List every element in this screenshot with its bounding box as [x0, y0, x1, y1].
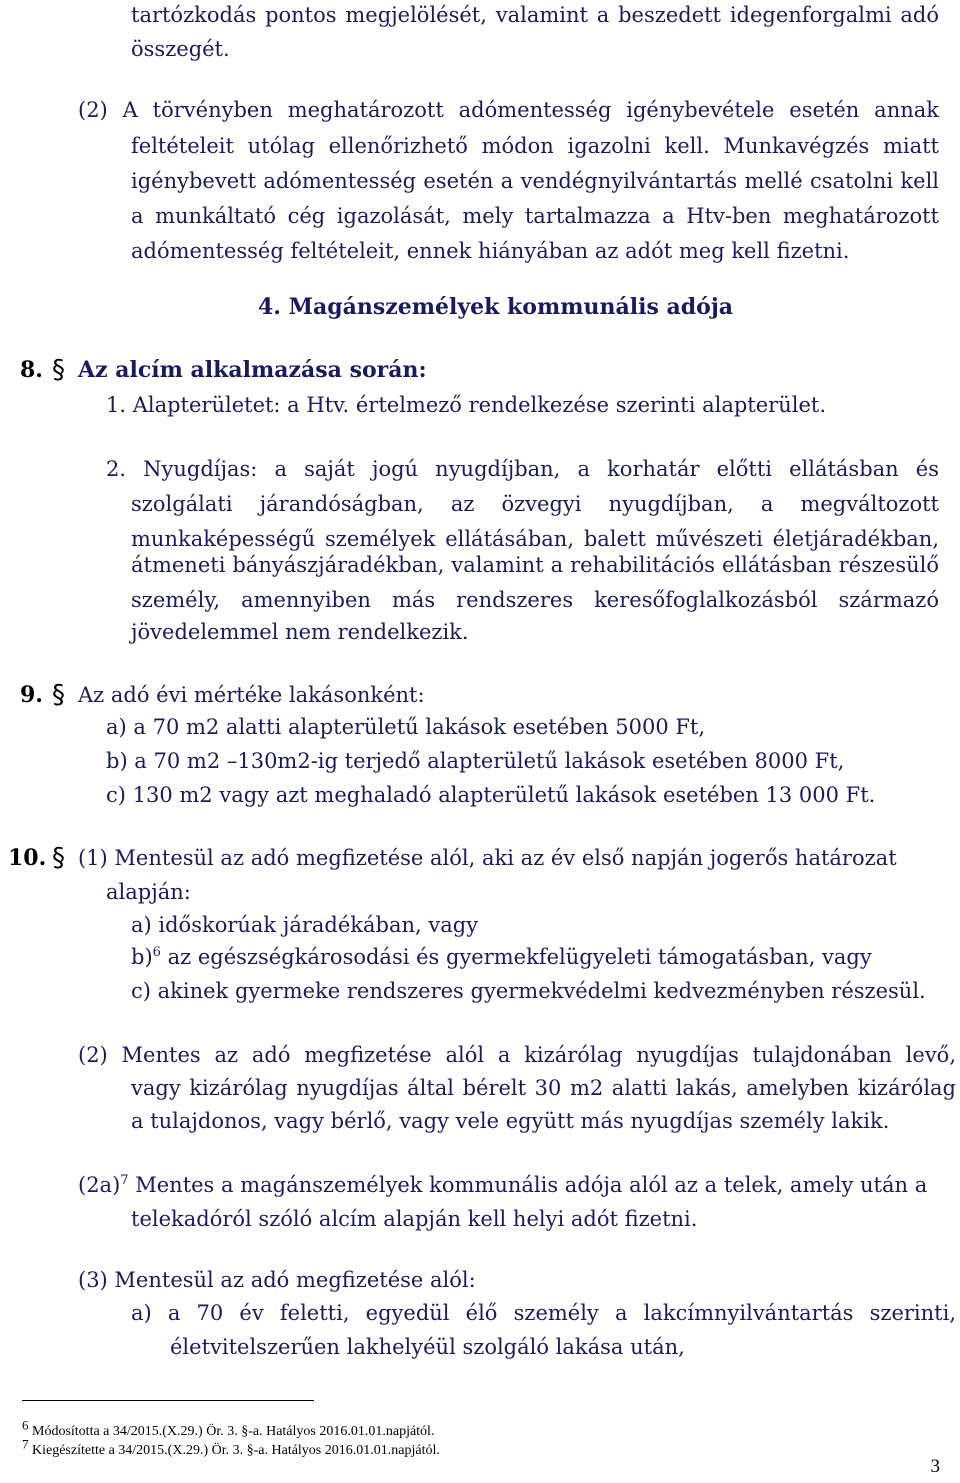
list-item: c) 130 m2 vagy azt meghaladó alapterületű lakások esetében 13 000 Ft. — [106, 783, 876, 807]
text-line: a tulajdonos, vagy bérlő, vagy vele együtt más nyugdíjas személy lakik. — [131, 1109, 890, 1133]
text-line: $(2a)^7$ Mentes a magánszemélyek kommunális adója alól az a telek, amely után a — [78, 1173, 928, 1197]
paragraph-sign: § — [52, 355, 65, 385]
text-line: tartózkodás pontos megjelölését, valamint a beszedett idegenforgalmi adó — [131, 3, 939, 27]
text-line: (2) Mentes az adó megfizetése alól a kizárólag nyugdíjas tulajdonában levő, — [78, 1043, 956, 1067]
text-line: átmeneti bányászjáradékban, valamint a rehabilitációs ellátásban részesülő — [131, 553, 939, 577]
text-line: (2) A törvényben meghatározott adómentesség igénybevétele esetén annak — [78, 98, 939, 122]
paragraph-sign: § — [52, 680, 65, 710]
section-number: 8. — [20, 357, 43, 383]
footnote: $^6$ Módosította a 34/2015.(X.29.) Ör. 3. §-a. Hatályos 2016.01.01.napjától. — [22, 1417, 435, 1439]
section-title: Az adó évi mértéke lakásonként: — [78, 683, 425, 707]
section-title: Az alcím alkalmazása során: — [78, 357, 427, 383]
text-line: összegét. — [131, 37, 230, 61]
text-line: vagy kizárólag nyugdíjas által bérelt 30 m2 alatti lakás, amelyben kizárólag — [131, 1076, 956, 1100]
list-item: b) a 70 m2 –130m2-ig terjedő alapterületű lakások esetében 8000 Ft, — [106, 749, 845, 773]
text-line: munkaképességű személyek ellátásában, balett művészeti életjáradékban, — [131, 527, 939, 551]
text-line: feltételeit utólag ellenőrizhető módon igazolni kell. Munkavégzés miatt — [131, 134, 939, 158]
text-line: telekadóról szóló alcím alapján kell helyi adót fizetni. — [131, 1207, 698, 1231]
list-item: a) a 70 év feletti, egyedül élő személy a lakcímnyilvántartás szerinti, — [131, 1301, 956, 1325]
list-item: c) akinek gyermeke rendszeres gyermekvédelmi kedvezményben részesül. — [131, 979, 926, 1003]
list-item: 1. Alapterületet: a Htv. értelmező rendelkezése szerinti alapterület. — [106, 393, 826, 417]
page-number: 3 — [930, 1456, 940, 1477]
text-line: szolgálati járandóságban, az özvegyi nyugdíjban, a megváltozott — [131, 492, 939, 516]
text-line: jövedelemmel nem rendelkezik. — [131, 620, 469, 644]
text-line: alapján: — [106, 880, 191, 904]
footnote-ref[interactable]: 6 — [152, 945, 161, 960]
text-line: a munkáltató cég igazolását, mely tartalmazza a Htv-ben meghatározott — [131, 204, 939, 228]
text-line: (3) Mentesül az adó megfizetése alól: — [78, 1268, 476, 1292]
paragraph-sign: § — [52, 843, 65, 873]
text-line: igénybevett adómentesség esetén a vendégnyilvántartás mellé csatolni kell — [131, 169, 939, 193]
footnote-ref[interactable]: 7 — [120, 1173, 129, 1188]
list-item: 2. Nyugdíjas: a saját jogú nyugdíjban, a korhatár előtti ellátásban és — [106, 457, 939, 481]
list-item: a) időskorúak járadékában, vagy — [131, 913, 479, 937]
text-line: (1) Mentesül az adó megfizetése alól, aki az év első napján jogerős határozat — [78, 846, 897, 870]
text-line: személy, amennyiben más rendszeres keresőfoglalkozásból származó — [131, 588, 939, 612]
section-number: 9. — [20, 682, 43, 708]
list-item: a) a 70 m2 alatti alapterületű lakások esetében 5000 Ft, — [106, 715, 706, 739]
text-line: életvitelszerűen lakhelyéül szolgáló lakása után, — [170, 1335, 685, 1359]
text-line: adómentesség feltételeit, ennek hiányában az adót meg kell fizetni. — [131, 239, 850, 263]
section-heading: 4. Magánszemélyek kommunális adója — [258, 294, 734, 320]
section-number: 10. — [8, 845, 47, 871]
list-item: b)$^6$ az egészségkárosodási és gyermekfelügyeleti támogatásban, vagy — [131, 945, 872, 969]
footnote: $^7$ Kiegészítette a 34/2015.(X.29.) Ör. 3. §-a. Hatályos 2016.01.01.napjától. — [22, 1436, 440, 1458]
footnote-separator — [22, 1400, 314, 1401]
